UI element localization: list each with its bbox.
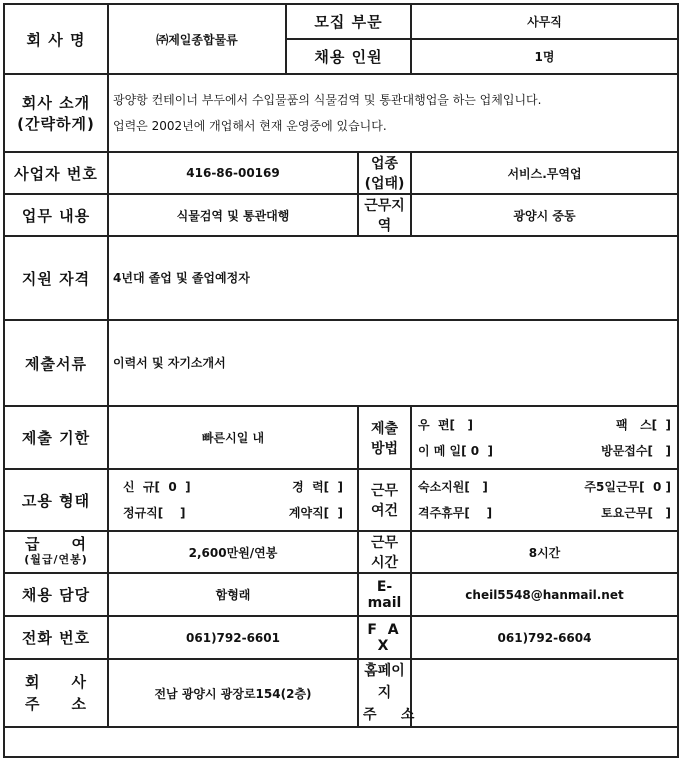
employment-option-experienced: 경 력[ ]: [292, 480, 343, 494]
footer-row: [4, 727, 678, 757]
address-label-line1: 회 사: [24, 673, 88, 691]
work-area-value: 광양시 중동: [411, 194, 678, 236]
industry-value: 서비스.무역업: [411, 152, 678, 194]
employment-option-contract: 계약직[ ]: [288, 506, 343, 520]
company-name-value: ㈜제일종합물류: [108, 4, 286, 74]
intro-label-line2: (간략하게): [17, 115, 95, 133]
salary-label: [4, 531, 108, 573]
employment-type-label: 고용 형태: [4, 469, 108, 531]
email-label: E-mail: [358, 573, 411, 616]
submit-option-fax: 팩 스[ ]: [615, 417, 671, 432]
homepage-label-line1: 홈페이지: [364, 663, 405, 701]
intro-line2: 업력은 2002년에 개업해서 현재 운영중에 있습니다.: [113, 119, 387, 133]
address-label-line2: 주 소: [24, 695, 88, 713]
business-no-label: 사업자 번호: [4, 152, 108, 194]
contact-person-value: 함형래: [108, 573, 358, 616]
address-value: 전남 광양시 광장로154(2층): [108, 659, 358, 727]
industry-label: 업종(업태): [358, 152, 411, 194]
work-hours-label: 근무 시간: [358, 531, 411, 573]
deadline-value: 빠른시일 내: [108, 406, 358, 469]
documents-value: 이력서 및 자기소개서: [108, 320, 678, 406]
business-no-value: 416-86-00169: [108, 152, 358, 194]
salary-value: 2,600만원/연봉: [108, 531, 358, 573]
condition-option-biweekly: 격주휴무[ ]: [418, 506, 493, 520]
submit-method-options: [411, 406, 678, 469]
documents-label: 제출서류: [4, 320, 108, 406]
condition-option-housing: 숙소지원[ ]: [418, 480, 488, 494]
submit-option-post: 우 편[ ]: [418, 417, 474, 432]
recruit-field-value: 사무직: [411, 4, 678, 39]
phone-value: 061)792-6601: [108, 616, 358, 659]
homepage-label-line2: 주 소: [363, 707, 415, 723]
employment-option-new: 신 규[ 0 ]: [123, 480, 191, 494]
work-area-label: 근무지역: [358, 194, 411, 236]
fax-label: F A X: [358, 616, 411, 659]
homepage-value: [411, 659, 678, 727]
work-hours-value: 8시간: [411, 531, 678, 573]
homepage-label: [358, 659, 415, 727]
email-value: cheil5548@hanmail.net: [411, 573, 678, 616]
employment-option-regular: 정규직[ ]: [123, 506, 186, 520]
intro-line1: 광양항 컨테이너 부두에서 수입물품의 식물검역 및 통관대행업을 하는 업체입니다.: [113, 93, 542, 107]
company-name-label: 회 사 명: [4, 4, 108, 74]
work-conditions-options: [411, 469, 678, 531]
deadline-label: 제출 기한: [4, 406, 108, 469]
address-label: [4, 659, 108, 727]
intro-label-line1: 회사 소개: [21, 94, 91, 112]
submit-option-email: 이 메 일[ 0 ]: [418, 443, 493, 458]
submit-method-label: 제출 방법: [358, 406, 411, 469]
duties-label: 업무 내용: [4, 194, 108, 236]
intro-label: [4, 74, 108, 152]
headcount-value: 1명: [411, 39, 678, 74]
contact-person-label: 채용 담당: [4, 573, 108, 616]
duties-value: 식물검역 및 통관대행: [108, 194, 358, 236]
intro-value: [108, 74, 678, 152]
salary-label-line1: 급 여: [24, 535, 88, 553]
condition-option-5day: 주5일근무[ 0 ]: [584, 480, 671, 494]
phone-label: 전화 번호: [4, 616, 108, 659]
job-posting-form: [3, 3, 679, 758]
salary-label-line2: (월급/연봉): [24, 553, 88, 566]
submit-option-visit: 방문접수[ ]: [601, 443, 671, 458]
qualification-value: 4년대 졸업 및 졸업예정자: [108, 236, 678, 320]
recruit-field-label: 모집 부문: [286, 4, 411, 39]
qualification-label: 지원 자격: [4, 236, 108, 320]
condition-option-saturday: 토요근무[ ]: [601, 506, 671, 520]
employment-type-options: [108, 469, 358, 531]
fax-value: 061)792-6604: [411, 616, 678, 659]
work-conditions-label: 근무 여건: [358, 469, 411, 531]
headcount-label: 채용 인원: [286, 39, 411, 74]
